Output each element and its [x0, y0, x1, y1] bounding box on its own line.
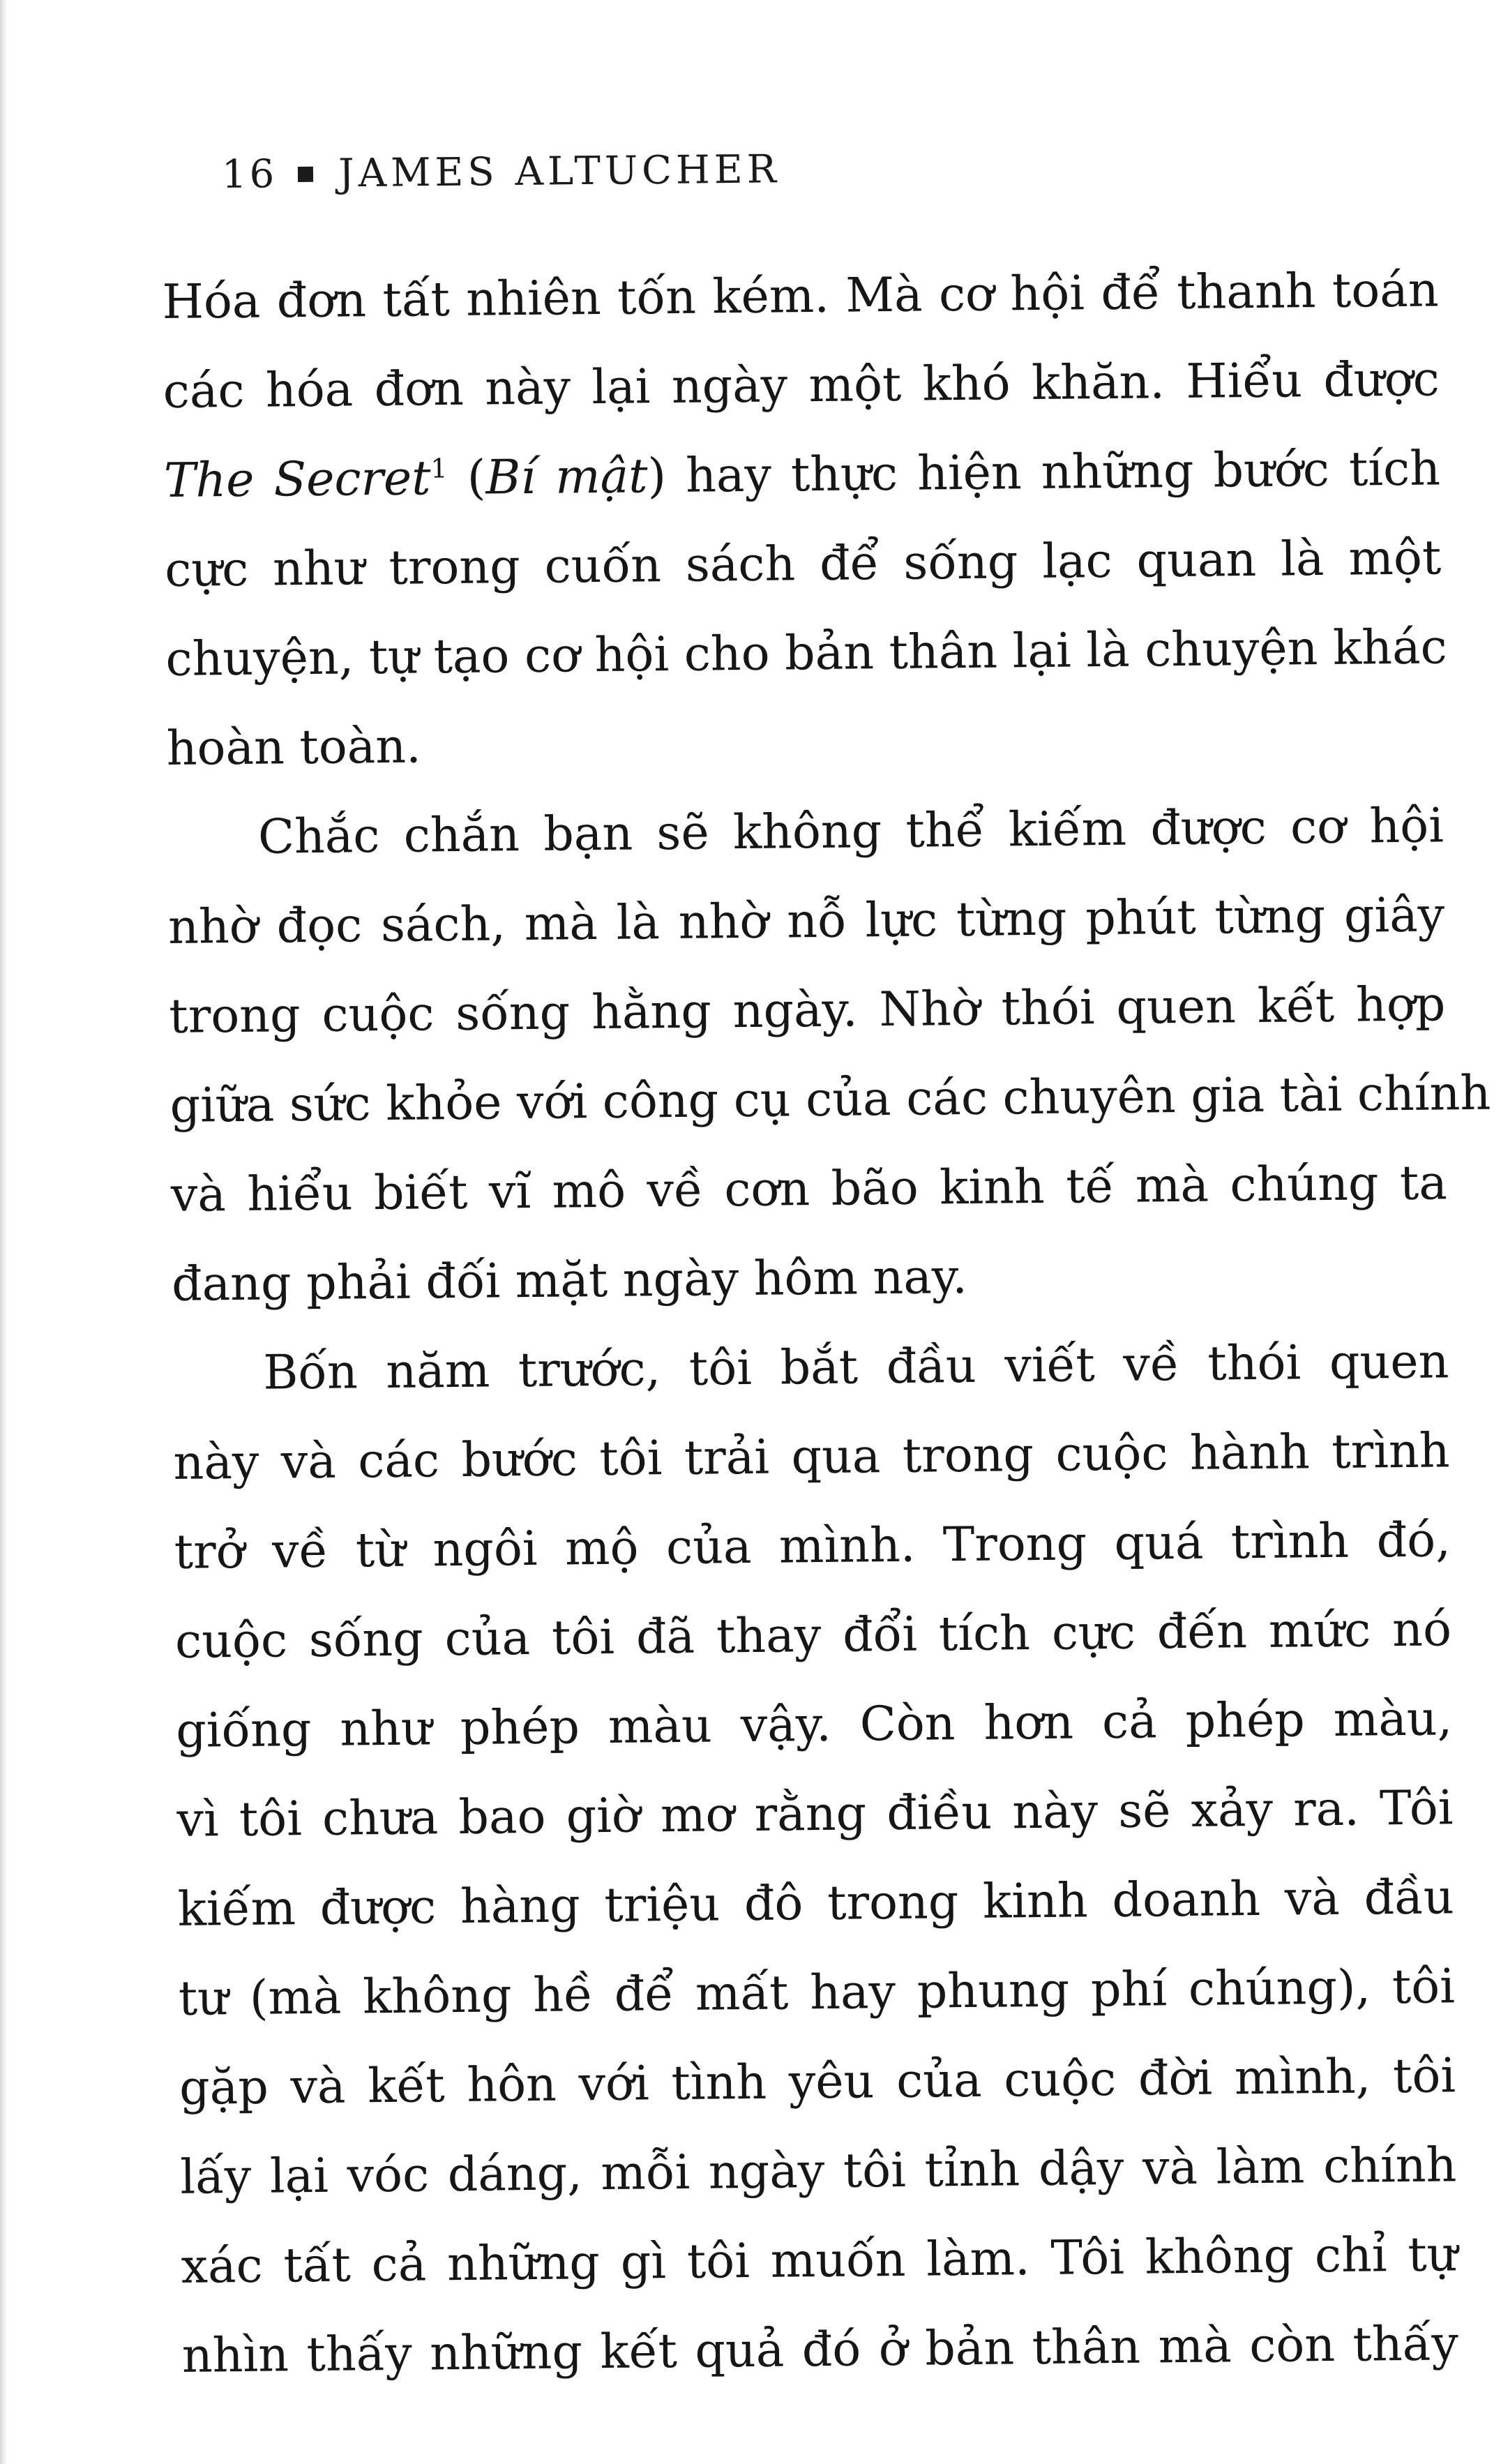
- text-line: chuyện, tự tạo cơ hội cho bản thân lại là chuyện khác: [165, 619, 1447, 687]
- text-line: trong cuộc sống hằng ngày. Nhờ thói quen kết hợp: [169, 977, 1446, 1044]
- text-line: cuộc sống của tôi đã thay đổi tích cực đến mức nó: [174, 1602, 1452, 1669]
- text-line: lấy lại vóc dáng, mỗi ngày tôi tỉnh dậy và làm chính: [180, 2138, 1457, 2205]
- paragraph-3: [172, 1317, 1459, 2401]
- text-line: Hóa đơn tất nhiên tốn kém. Mà cơ hội để thanh toán: [162, 262, 1439, 330]
- text-line: và hiểu biết vĩ mô về cơn bão kinh tế mà chúng ta: [170, 1155, 1448, 1223]
- text-line: gặp và kết hôn với tình yêu của cuộc đời mình, tôi: [179, 2048, 1456, 2116]
- text-line: cực như trong cuốn sách để sống lạc quan là một: [164, 530, 1442, 598]
- header-separator-square: [298, 166, 313, 181]
- text-line: các hóa đơn này lại ngày một khó khăn. Hiểu được: [163, 352, 1440, 419]
- text-line: kiếm được hàng triệu đô trong kinh doanh và đầu: [177, 1870, 1455, 1937]
- running-header: [222, 147, 780, 197]
- text-line-rest: hay thực hiện những bước tích: [685, 441, 1441, 504]
- text-line: tư (mà không hề để mất hay phung phí chúng), tôi: [178, 1959, 1456, 2027]
- body-text: [162, 246, 1491, 2401]
- book-title-the-secret: The Secret: [163, 451, 431, 509]
- text-line: vì tôi chưa bao giờ mơ rằng điều này sẽ xảy ra. Tôi: [176, 1780, 1454, 1848]
- paragraph-2: [167, 781, 1491, 1330]
- footnote-marker: 1: [430, 453, 448, 484]
- paragraph-1: [162, 246, 1447, 794]
- text-line: trở về từ ngôi mộ của mình. Trong quá trình đó,: [174, 1512, 1451, 1580]
- text-line: hoàn toàn.: [166, 719, 422, 776]
- page-number: 16: [221, 151, 278, 197]
- text-line: Bốn năm trước, tôi bắt đầu viết về thói quen: [262, 1334, 1449, 1401]
- text-line: Chắc chắn bạn sẽ không thể kiếm được cơ hội: [257, 798, 1445, 865]
- text-line: giữa sức khỏe với công cụ của các chuyên gia tài chính: [169, 1065, 1491, 1134]
- scan-edge-shadow: [0, 0, 7, 2464]
- text-line: đang phải đối mặt ngày hôm nay.: [171, 1249, 968, 1312]
- title-translation: Bí mật: [485, 449, 648, 506]
- paren-open: (: [467, 450, 486, 506]
- text-line: này và các bước tôi trải qua trong cuộc hành trình: [173, 1423, 1450, 1491]
- paren-close: ): [647, 449, 667, 504]
- text-line-with-title: [163, 424, 1440, 526]
- author-name: JAMES ALTUCHER: [338, 147, 781, 197]
- text-line: nhìn thấy những kết quả đó ở bản thân mà còn thấy: [181, 2316, 1459, 2384]
- text-line: nhờ đọc sách, mà là nhờ nỗ lực từng phút từng giây: [167, 887, 1445, 955]
- text-line: xác tất cả những gì tôi muốn làm. Tôi không chỉ tự: [181, 2227, 1458, 2294]
- text-line: giống như phép màu vậy. Còn hơn cả phép màu,: [175, 1691, 1453, 1759]
